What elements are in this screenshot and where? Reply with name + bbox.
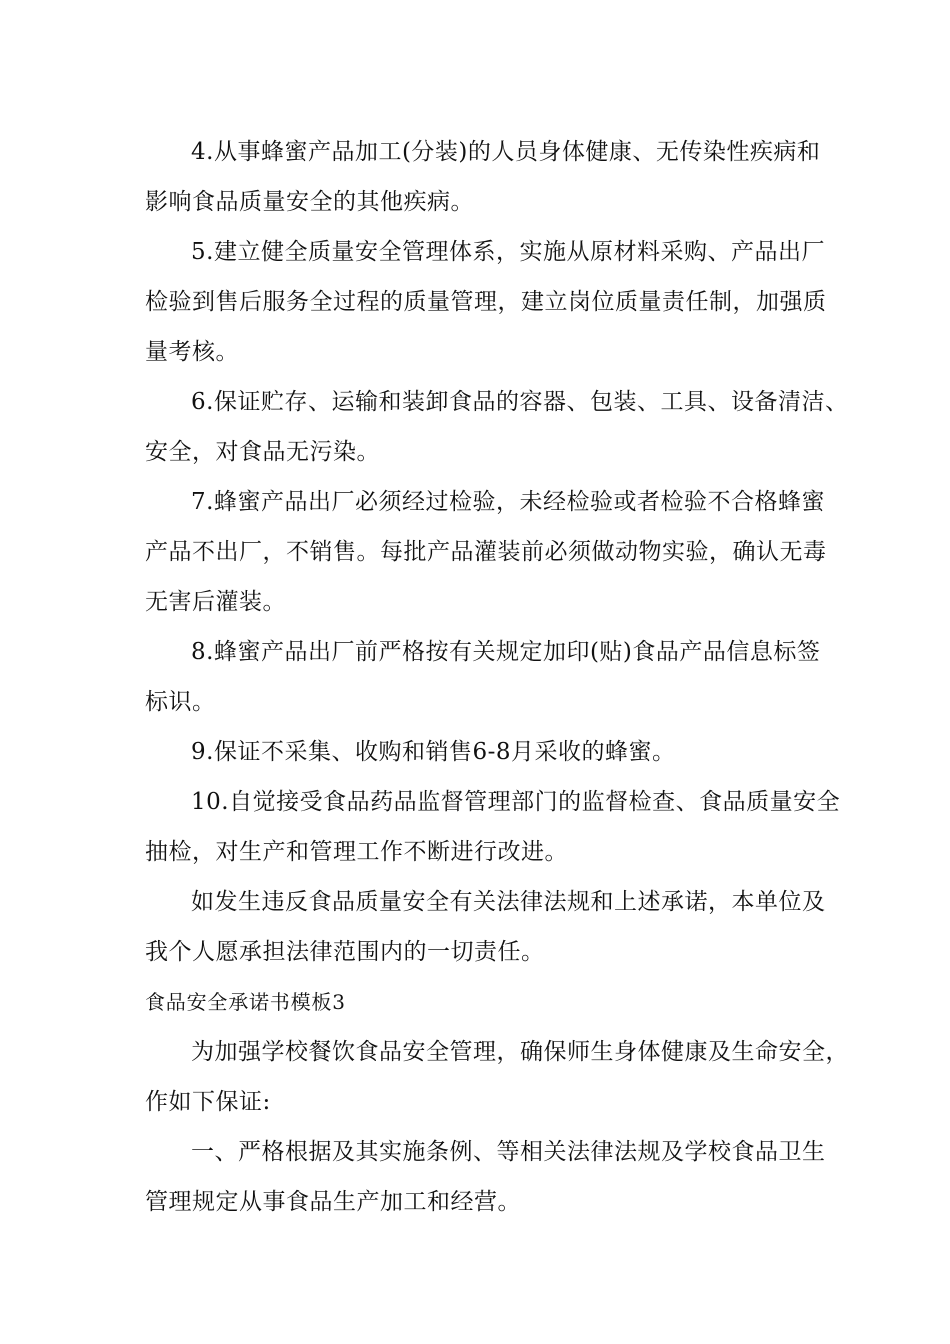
paragraph-8-line-1: 8.蜂蜜产品出厂前严格按有关规定加印(贴)食品产品信息标签 xyxy=(191,639,821,665)
paragraph-9-line-1: 9.保证不采集、收购和销售6-8月采收的蜂蜜。 xyxy=(191,739,676,765)
item-1-line-1: 一、严格根据及其实施条例、等相关法律法规及学校食品卫生 xyxy=(191,1139,826,1165)
paragraph-5-line-3: 量考核。 xyxy=(145,339,239,365)
intro-line-1: 为加强学校餐饮食品安全管理，确保师生身体健康及生命安全， xyxy=(191,1039,849,1065)
paragraph-4-line-1: 4.从事蜂蜜产品加工(分装)的人员身体健康、无传染性疾病和 xyxy=(191,139,821,165)
intro-line-2: 作如下保证: xyxy=(145,1089,271,1115)
paragraph-7-line-2: 产品不出厂，不销售。每批产品灌装前必须做动物实验，确认无毒 xyxy=(145,539,827,565)
paragraph-5-line-1: 5.建立健全质量安全管理体系，实施从原材料采购、产品出厂 xyxy=(191,239,825,265)
paragraph-7-line-3: 无害后灌装。 xyxy=(145,589,286,615)
paragraph-4-line-2: 影响食品质量安全的其他疾病。 xyxy=(145,189,474,215)
item-1-line-2: 管理规定从事食品生产加工和经营。 xyxy=(145,1189,521,1215)
paragraph-7-line-1: 7.蜂蜜产品出厂必须经过检验，未经检验或者检验不合格蜂蜜 xyxy=(191,489,825,515)
paragraph-10-line-1: 10.自觉接受食品药品监督管理部门的监督检查、食品质量安全 xyxy=(191,789,841,815)
paragraph-6-line-2: 安全，对食品无污染。 xyxy=(145,439,380,465)
section-heading: 食品安全承诺书模板3 xyxy=(145,990,346,1014)
paragraph-10-line-2: 抽检，对生产和管理工作不断进行改进。 xyxy=(145,839,568,865)
paragraph-8-line-2: 标识。 xyxy=(145,689,216,715)
paragraph-6-line-1: 6.保证贮存、运输和装卸食品的容器、包装、工具、设备清洁、 xyxy=(191,389,849,415)
closing-line-2: 我个人愿承担法律范围内的一切责任。 xyxy=(145,939,545,965)
closing-line-1: 如发生违反食品质量安全有关法律法规和上述承诺，本单位及 xyxy=(191,889,826,915)
paragraph-5-line-2: 检验到售后服务全过程的质量管理，建立岗位质量责任制，加强质 xyxy=(145,289,827,315)
